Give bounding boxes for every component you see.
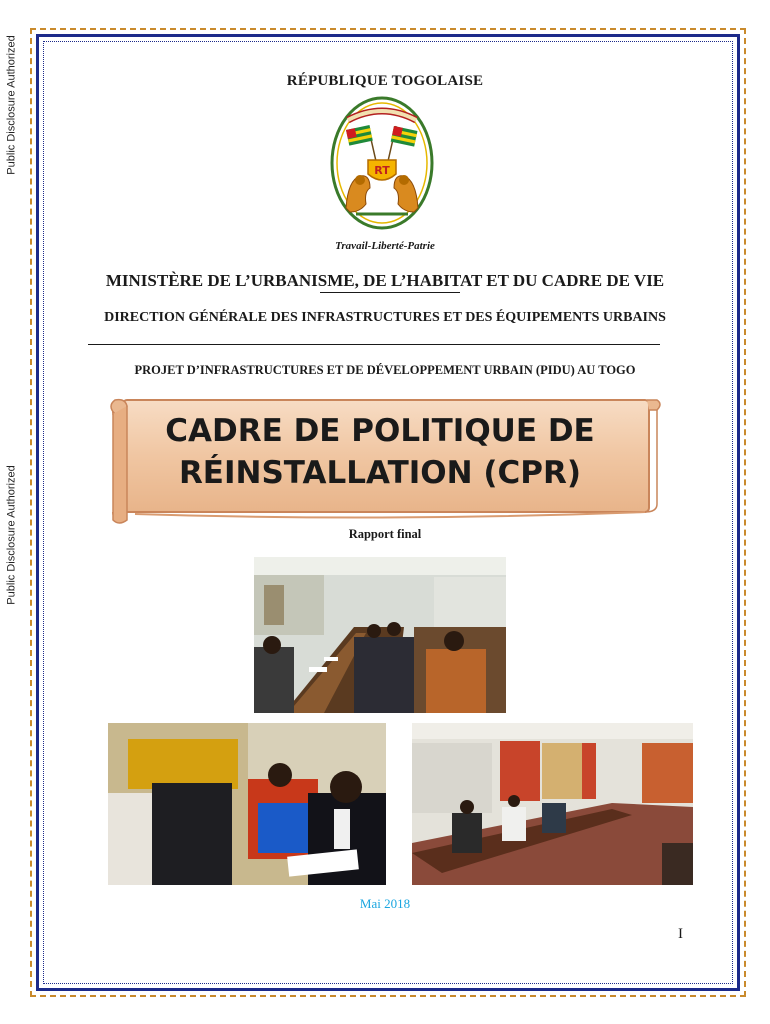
horizontal-rule [88, 344, 660, 345]
ministry-name: MINISTÈRE DE L’URBANISME, DE L’HABITAT ET DU CADRE DE VIE [105, 271, 665, 290]
meeting-attendees-image-icon [108, 723, 386, 885]
coat-of-arms-icon [330, 96, 434, 230]
ministry-underline [320, 292, 460, 293]
national-motto: Travail-Liberté-Patrie [335, 240, 435, 252]
project-name: PROJET D’INFRASTRUCTURES ET DE DÉVELOPPEMENT URBAIN (PIDU) AU TOGO [134, 363, 636, 377]
meeting-photo-bottom-left [108, 723, 386, 885]
publication-date: Mai 2018 [359, 896, 411, 911]
report-type: Rapport final [348, 527, 422, 541]
document-title [140, 410, 620, 494]
svg-text:RT: RT [374, 164, 390, 177]
direction-name: DIRECTION GÉNÉRALE DES INFRASTRUCTURES ET DES ÉQUIPEMENTS URBAINS [104, 310, 666, 325]
meeting-photo-top [254, 557, 506, 713]
document-title-line1: CADRE DE POLITIQUE DE [165, 413, 595, 449]
watermark-middle: Public Disclosure Authorized [6, 465, 18, 605]
country-name: RÉPUBLIQUE TOGOLAISE [286, 73, 484, 89]
watermark-top: Public Disclosure Authorized [6, 35, 18, 175]
conference-table-image-icon [412, 723, 693, 885]
meeting-photo-bottom-right [412, 723, 693, 885]
page-number: I [678, 926, 683, 942]
meeting-room-image-icon [254, 557, 506, 713]
document-title-line2: RÉINSTALLATION (CPR) [178, 455, 582, 491]
